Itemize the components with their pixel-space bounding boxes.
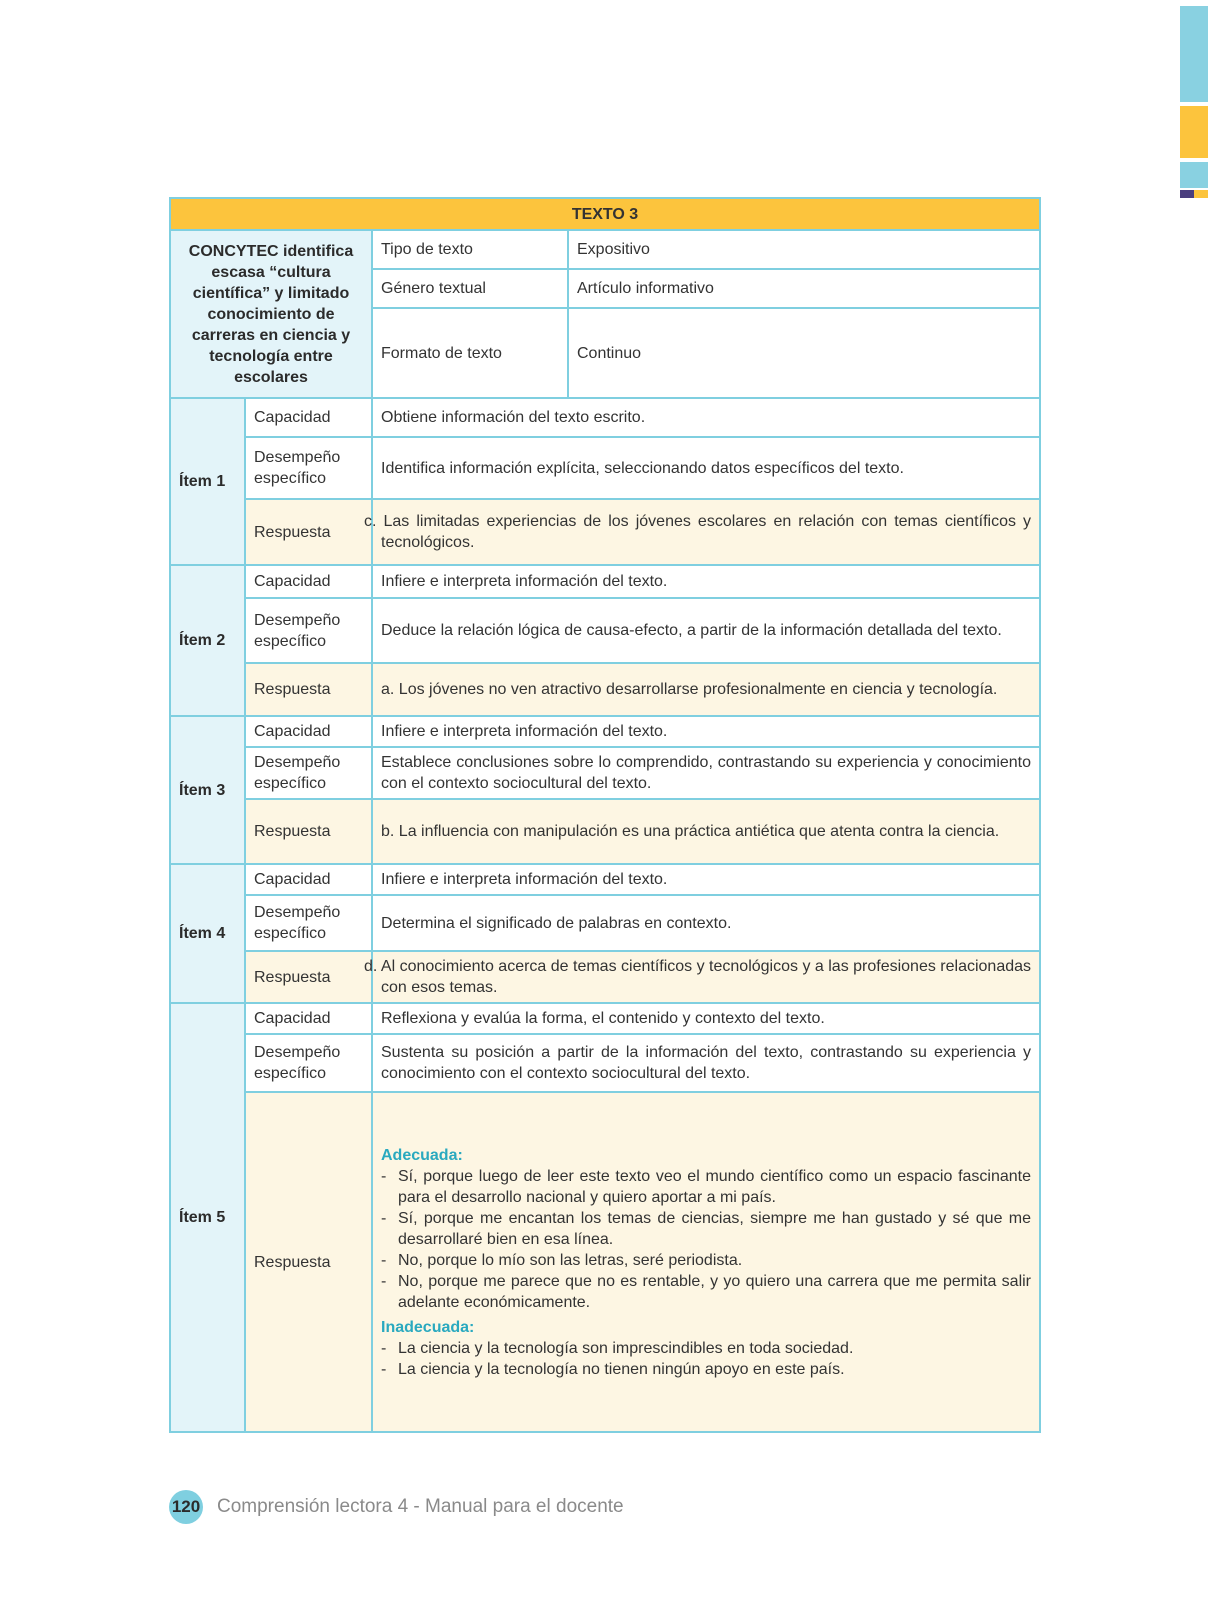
item-capacidad: Infiere e interpreta información del texto. xyxy=(372,716,1040,747)
row-label: Desempeño específico xyxy=(245,747,372,799)
item-row-respuesta xyxy=(170,799,1040,864)
item-desempeno: Establece conclusiones sobre lo comprendido, contrastando su experiencia y conocimiento con el contexto sociocultural del texto. xyxy=(372,747,1040,799)
info-label: Formato de texto xyxy=(372,308,568,398)
adecuada-title: Adecuada: xyxy=(381,1146,463,1164)
page-footer xyxy=(169,1490,624,1524)
row-label: Respuesta xyxy=(245,799,372,864)
item-respuesta: b. La influencia con manipulación es una práctica antiética que atenta contra la ciencia. xyxy=(372,799,1040,864)
row-label: Respuesta xyxy=(245,663,372,716)
item-row-capacidad xyxy=(170,716,1040,747)
info-label: Tipo de texto xyxy=(372,230,568,269)
item-row-desempeno xyxy=(170,895,1040,951)
list-item: - La ciencia y la tecnología son imprescindibles en toda sociedad. xyxy=(381,1338,1031,1359)
item-desempeno: Sustenta su posición a partir de la información del texto, contrastando su experiencia y conocimiento con el contexto sociocultural del texto. xyxy=(372,1034,1040,1092)
adecuada-list xyxy=(381,1166,1031,1313)
texto-header-row xyxy=(170,198,1040,230)
item-label: Ítem 1 xyxy=(170,398,245,565)
item-row-capacidad xyxy=(170,1003,1040,1034)
row-label: Capacidad xyxy=(245,565,372,598)
row-label: Capacidad xyxy=(245,716,372,747)
texto-header: TEXTO 3 xyxy=(170,198,1040,230)
article-title: CONCYTEC identifica escasa “cultura científica” y limitado conocimiento de carreras en ciencia y tecnología entre escolares xyxy=(170,230,372,398)
answer-key-table xyxy=(169,197,1041,1433)
info-label: Género textual xyxy=(372,269,568,308)
item-row-desempeno xyxy=(170,747,1040,799)
item-row-desempeno xyxy=(170,437,1040,499)
item-desempeno: Determina el significado de palabras en contexto. xyxy=(372,895,1040,951)
row-label: Desempeño específico xyxy=(245,1034,372,1092)
item-desempeno: Deduce la relación lógica de causa-efecto, a partir de la información detallada del texto. xyxy=(372,598,1040,663)
info-value: Artículo informativo xyxy=(568,269,1040,308)
edge-tab-yellow-small xyxy=(1194,190,1208,198)
row-label: Capacidad xyxy=(245,1003,372,1034)
row-label: Desempeño específico xyxy=(245,598,372,663)
info-value: Continuo xyxy=(568,308,1040,398)
item-row-respuesta xyxy=(170,499,1040,565)
item-capacidad: Infiere e interpreta información del texto. xyxy=(372,565,1040,598)
item-row-respuesta xyxy=(170,1092,1040,1432)
edge-tab-purple xyxy=(1180,190,1194,198)
page-number: 120 xyxy=(169,1490,203,1524)
item-row-desempeno xyxy=(170,1034,1040,1092)
info-row xyxy=(170,230,1040,269)
row-label: Respuesta xyxy=(245,1092,372,1432)
item-label: Ítem 4 xyxy=(170,864,245,1003)
item-row-capacidad xyxy=(170,864,1040,895)
row-label: Desempeño específico xyxy=(245,895,372,951)
list-item: - Sí, porque luego de leer este texto veo el mundo científico como un espacio fascinante para el desarrollo nacional y quiero aportar a mi país. xyxy=(381,1166,1031,1208)
item-label: Ítem 2 xyxy=(170,565,245,716)
list-item: - No, porque me parece que no es rentable, y yo quiero una carrera que me permita salir adelante económicamente. xyxy=(381,1271,1031,1313)
inadecuada-list xyxy=(381,1338,1031,1380)
item-label: Ítem 3 xyxy=(170,716,245,864)
info-value: Expositivo xyxy=(568,230,1040,269)
list-item: - No, porque lo mío son las letras, seré periodista. xyxy=(381,1250,1031,1271)
item-respuesta: a. Los jóvenes no ven atractivo desarrollarse profesionalmente en ciencia y tecnología. xyxy=(372,663,1040,716)
edge-tab-blue-top xyxy=(1180,6,1208,102)
item-respuesta-list xyxy=(372,1092,1040,1432)
item-label: Ítem 5 xyxy=(170,1003,245,1432)
item-capacidad: Obtiene información del texto escrito. xyxy=(372,398,1040,437)
row-label: Capacidad xyxy=(245,864,372,895)
item-desempeno: Identifica información explícita, seleccionando datos específicos del texto. xyxy=(372,437,1040,499)
item-capacidad: Infiere e interpreta información del texto. xyxy=(372,864,1040,895)
footer-text: Comprensión lectora 4 - Manual para el docente xyxy=(217,1496,624,1517)
item-respuesta: d. Al conocimiento acerca de temas científicos y tecnológicos y a las profesiones relacionadas con esos temas. xyxy=(372,951,1040,1003)
list-item: - La ciencia y la tecnología no tienen ningún apoyo en este país. xyxy=(381,1359,1031,1380)
item-capacidad: Reflexiona y evalúa la forma, el contenido y contexto del texto. xyxy=(372,1003,1040,1034)
row-label: Respuesta xyxy=(245,499,372,565)
inadecuada-title: Inadecuada: xyxy=(381,1318,475,1336)
list-item: - Sí, porque me encantan los temas de ciencias, siempre me han gustado y sé que me desarrollaré bien en esa línea. xyxy=(381,1208,1031,1250)
item-respuesta: c. Las limitadas experiencias de los jóvenes escolares en relación con temas científicos y tecnológicos. xyxy=(372,499,1040,565)
edge-tab-blue-bottom xyxy=(1180,162,1208,188)
item-row-desempeno xyxy=(170,598,1040,663)
row-label: Respuesta xyxy=(245,951,372,1003)
item-row-capacidad xyxy=(170,398,1040,437)
row-label: Desempeño específico xyxy=(245,437,372,499)
item-row-respuesta xyxy=(170,951,1040,1003)
item-row-capacidad xyxy=(170,565,1040,598)
item-row-respuesta xyxy=(170,663,1040,716)
row-label: Capacidad xyxy=(245,398,372,437)
edge-tab-yellow xyxy=(1180,106,1208,158)
